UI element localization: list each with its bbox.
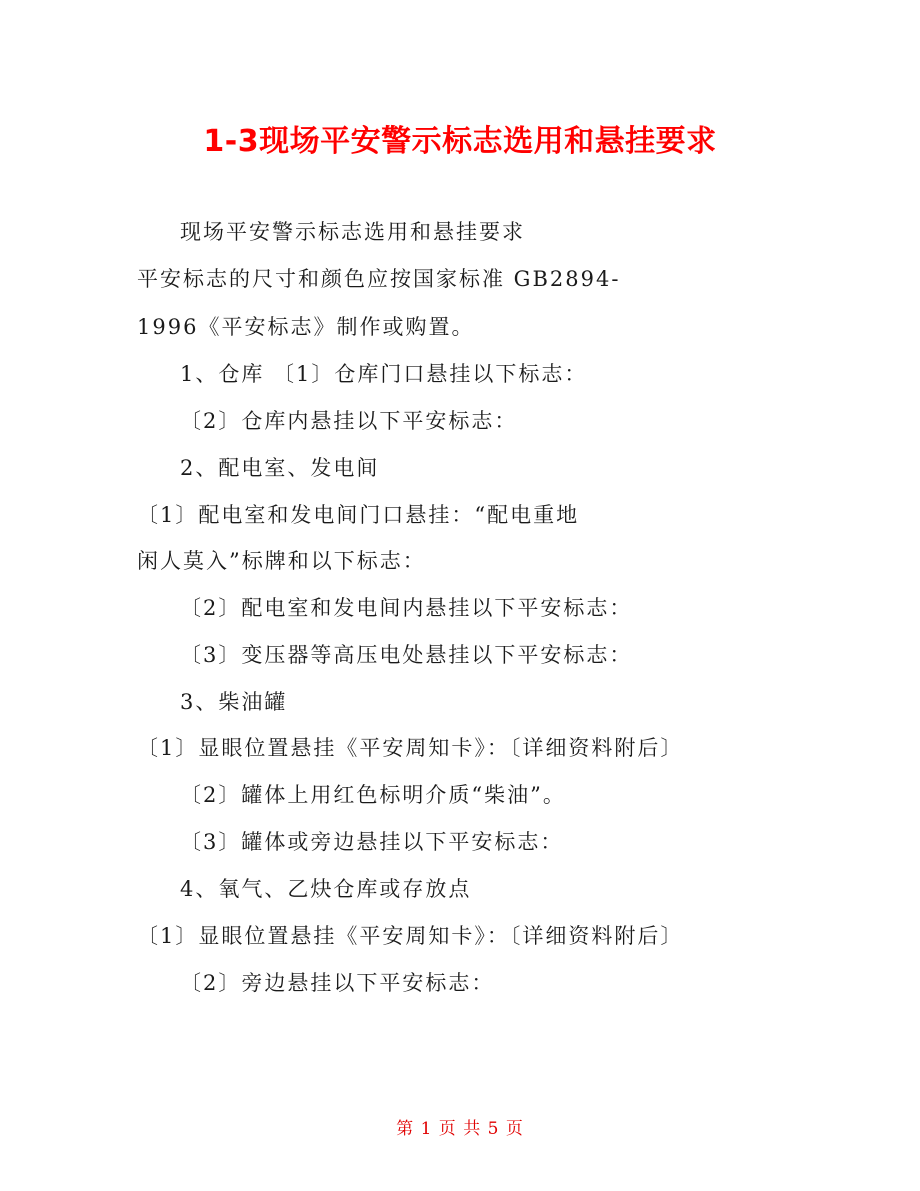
body-line: 〔2〕仓库内悬挂以下平安标志： xyxy=(180,409,518,433)
body-line: 〔3〕罐体或旁边悬挂以下平安标志： xyxy=(180,830,564,854)
body-line: 1996《平安标志》制作或购置。 xyxy=(137,315,475,339)
body-line: 1、仓库 〔1〕仓库门口悬挂以下标志： xyxy=(180,362,588,386)
body-line: 〔1〕显眼位置悬挂《平安周知卡》：〔详细资料附后〕 xyxy=(137,736,684,760)
body-line: 闲人莫入”标牌和以下标志： xyxy=(137,549,426,573)
body-line: 现场平安警示标志选用和悬挂要求 xyxy=(180,220,525,244)
body-line: 3、柴油罐 xyxy=(180,690,288,714)
body-line: 〔2〕旁边悬挂以下平安标志： xyxy=(180,971,495,995)
body-line: 4、氧气、乙炔仓库或存放点 xyxy=(180,877,472,901)
body-line: 平安标志的尺寸和颜色应按国家标准 GB2894- xyxy=(137,267,621,291)
body-line: 〔1〕显眼位置悬挂《平安周知卡》：〔详细资料附后〕 xyxy=(137,924,684,948)
body-line: 〔2〕罐体上用红色标明介质“柴油”。 xyxy=(180,783,566,807)
page-footer: 第 1 页 共 5 页 xyxy=(396,1119,524,1139)
body-line: 〔2〕配电室和发电间内悬挂以下平安标志： xyxy=(180,596,633,620)
body-line: 2、配电室、发电间 xyxy=(180,456,380,480)
body-line: 〔1〕配电室和发电间门口悬挂：“配电重地 xyxy=(137,503,580,527)
document-title: 1-3现场平安警示标志选用和悬挂要求 xyxy=(203,124,717,159)
body-line: 〔3〕变压器等高压电处悬挂以下平安标志： xyxy=(180,643,633,667)
